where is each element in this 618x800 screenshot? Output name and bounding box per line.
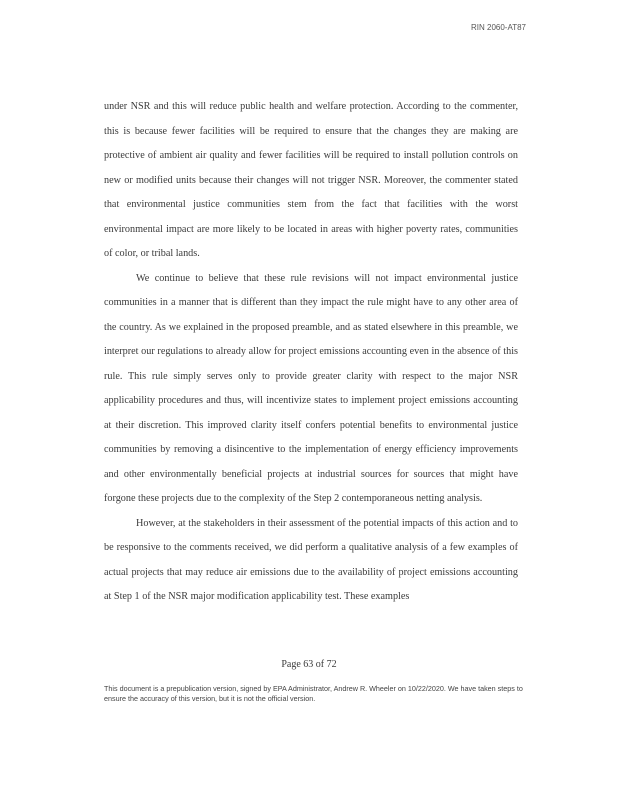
prepublication-disclaimer: This document is a prepublication version, signed by EPA Administrator, Andrew R. Wheeler on 10/22/2020. We have taken steps to ensure the accuracy of this version, but it is not the official version. (104, 684, 523, 703)
body-text (104, 95, 518, 610)
paragraph-1: under NSR and this will reduce public health and welfare protection. According to the commenter, this is because fewer facilities will be required to ensure that the changes they are making are protective of ambient air quality and fewer facilities will be required to install pollution controls on new or modified units because their changes will not trigger NSR. Moreover, the commenter stated that environmental justice communities stem from the fact that facilities with the worst environmental impact are more likely to be located in areas with higher poverty rates, communities of color, or tribal lands. (104, 101, 518, 259)
page-number: Page 63 of 72 (281, 659, 337, 670)
paragraph-2: We continue to believe that these rule revisions will not impact environmental justice communities in a manner that is different than they impact the rule might have to any other area of the country. As we explained in the proposed preamble, and as stated elsewhere in this preamble, we interpret our regulations to already allow for project emissions accounting even in the absence of this rule. This rule simply serves only to provide greater clarity with respect to the major NSR applicability procedures and thus, will incentivize states to implement project emissions accounting at their discretion. This improved clarity itself confers potential benefits to environmental justice communities by removing a disincentive to the implementation of energy efficiency improvements and other environmentally beneficial projects at industrial sources for sources that might have forgone these projects due to the complexity of the Step 2 contemporaneous netting analysis. (104, 272, 518, 504)
document-id: RIN 2060-AT87 (471, 23, 526, 32)
paragraph-3: However, at the stakeholders in their assessment of the potential impacts of this action and to be responsive to the comments received, we did perform a qualitative analysis of a few examples of actual projects that may reduce air emissions due to the availability of project emissions accounting at Step 1 of the NSR major modification applicability test. These examples (104, 517, 518, 602)
